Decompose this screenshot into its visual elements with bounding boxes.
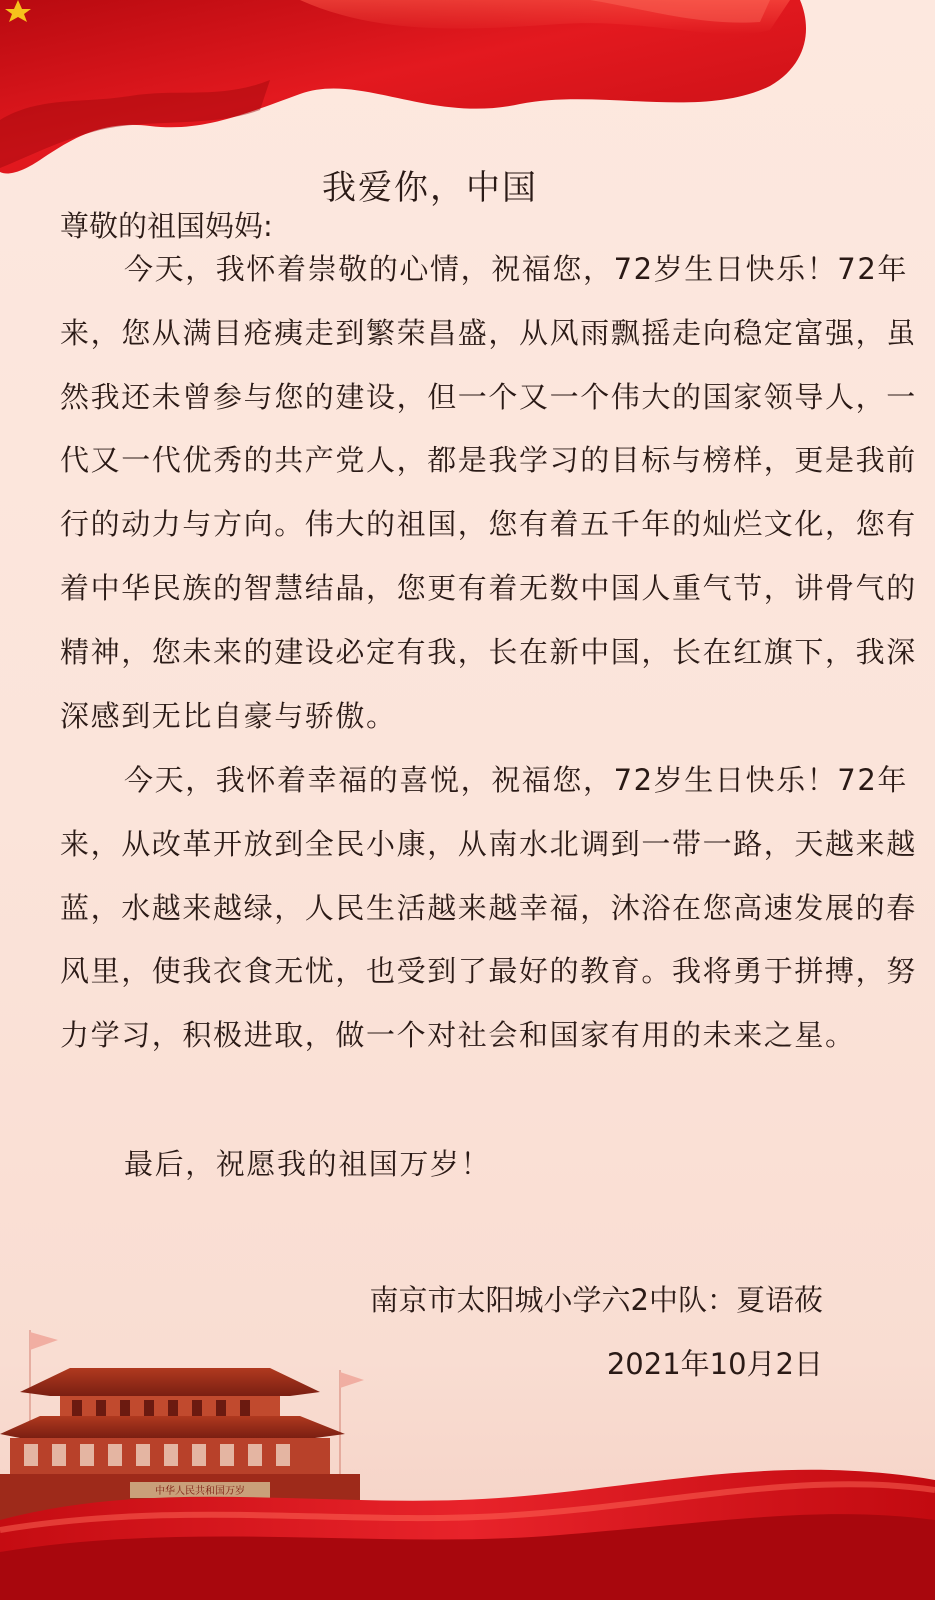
salutation: 尊敬的祖国妈妈: <box>60 209 273 243</box>
gate-plaque-text: 中华人民共和国万岁 <box>155 1486 245 1497</box>
letter-title: 我爱你，中国 <box>322 168 538 208</box>
letter-date: 2021年10月2日 <box>606 1347 823 1381</box>
paragraph-1: 今天，我怀着崇敬的心情，祝福您，72岁生日快乐！72年来，您从满目疮痍走到繁荣昌盛，从风雨飘摇走向稳定富强，虽然我还未曾参与您的建设，但一个又一个伟大的国家领导人，一代又一代优秀的共产党人，都是我学习的目标与榜样，更是我前行的动力与方向。伟大的祖国，您有着五千年的灿烂文化，您有着中华民族的智慧结晶，您更有着无数中国人重气节，讲骨气的精神，您未来的建设必定有我，长在新中国，长在红旗下，我深深感到无比自豪与骄傲。 <box>60 252 917 733</box>
paragraph-3: 最后，祝愿我的祖国万岁！ <box>124 1147 492 1181</box>
tiananmen-gate-icon <box>0 1330 935 1600</box>
signature: 南京市太阳城小学六2中队：夏语莜 <box>369 1283 823 1317</box>
paragraph-2: 今天，我怀着幸福的喜悦，祝福您，72岁生日快乐！72年来，从改革开放到全民小康，从南水北调到一带一路，天越来越蓝，水越来越绿，人民生活越来越幸福，沐浴在您高速发展的春风里，使我衣食无忧，也受到了最好的教育。我将勇于拼搏，努力学习，积极进取，做一个对社会和国家有用的未来之星。 <box>60 763 917 1053</box>
